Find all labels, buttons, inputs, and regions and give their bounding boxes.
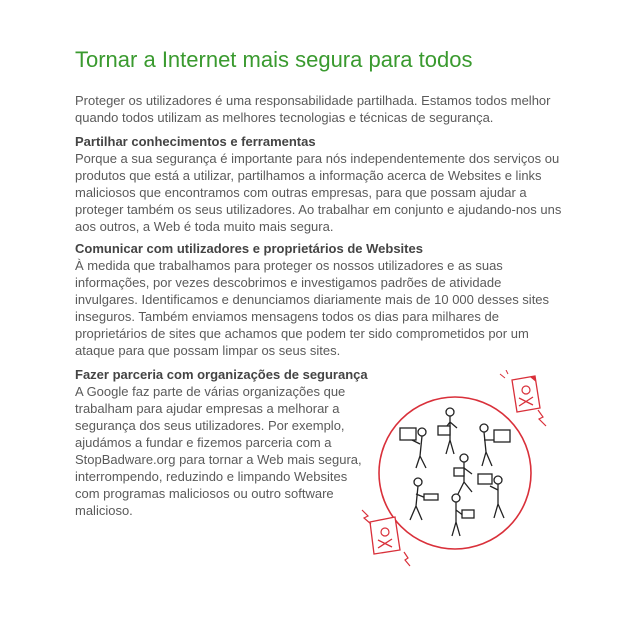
intro-paragraph: Proteger os utilizadores é uma responsabilidade partilhada. Estamos todos melhor quando todos utilizam as melhores tecnologias e técnicas de segurança.	[75, 93, 551, 125]
section-heading: Comunicar com utilizadores e proprietários de Websites	[75, 241, 423, 256]
section-body: A Google faz parte de várias organizações que trabalham para ajudar empresas a melhorar a segurança dos seus utilizadores. Por exemplo, ajudámos a fundar e fizemos parceria com a StopBadware.org para tornar a Web mais segura, interrompendo, reduzindo e limpando Websites com programas maliciosos ou outro software malicioso.	[75, 384, 362, 518]
person-icon	[410, 478, 438, 520]
person-icon	[480, 424, 510, 466]
section-body: Porque a sua segurança é importante para nós independentemente dos serviços ou produtos que está a utilizar, partilhamos a informação acerca de Websites e links maliciosos que encontramos com outras empresas, para que possam ajudar a proteger também os seus utilizadores. Ao trabalhar em conjunto e ajudando-nos uns aos outros, a Web é toda muito mais segura.	[75, 151, 562, 234]
lightning-icon	[500, 370, 508, 378]
section-communicate	[75, 240, 555, 359]
person-icon	[452, 494, 474, 536]
person-icon	[400, 428, 426, 468]
person-icon	[478, 474, 504, 518]
page-title: Tornar a Internet mais segura para todos	[75, 47, 473, 72]
malware-document-icon	[512, 376, 540, 412]
person-icon	[454, 454, 472, 494]
section-partnership	[75, 366, 375, 519]
lightning-icon	[538, 410, 546, 426]
section-heading: Fazer parceria com organizações de segurança	[75, 367, 368, 382]
lightning-icon	[404, 552, 410, 566]
section-body: À medida que trabalhamos para proteger os nossos utilizadores e as suas informações, por vezes descobrimos e investigamos padrões de atividade invulgares. Identificamos e denunciamos diariamente mais de 10 000 desses sites inseguros. Também enviamos mensagens todos os dias para milhares de proprietários de sites que achamos que podem ter sido comprometidos por um ataque para que possam limpar os seus sites.	[75, 258, 550, 358]
malware-document-icon	[370, 517, 400, 554]
person-icon	[438, 408, 457, 454]
section-heading: Partilhar conhecimentos e ferramentas	[75, 134, 316, 149]
section-share-knowledge	[75, 133, 565, 235]
people-network-illustration	[360, 370, 550, 570]
